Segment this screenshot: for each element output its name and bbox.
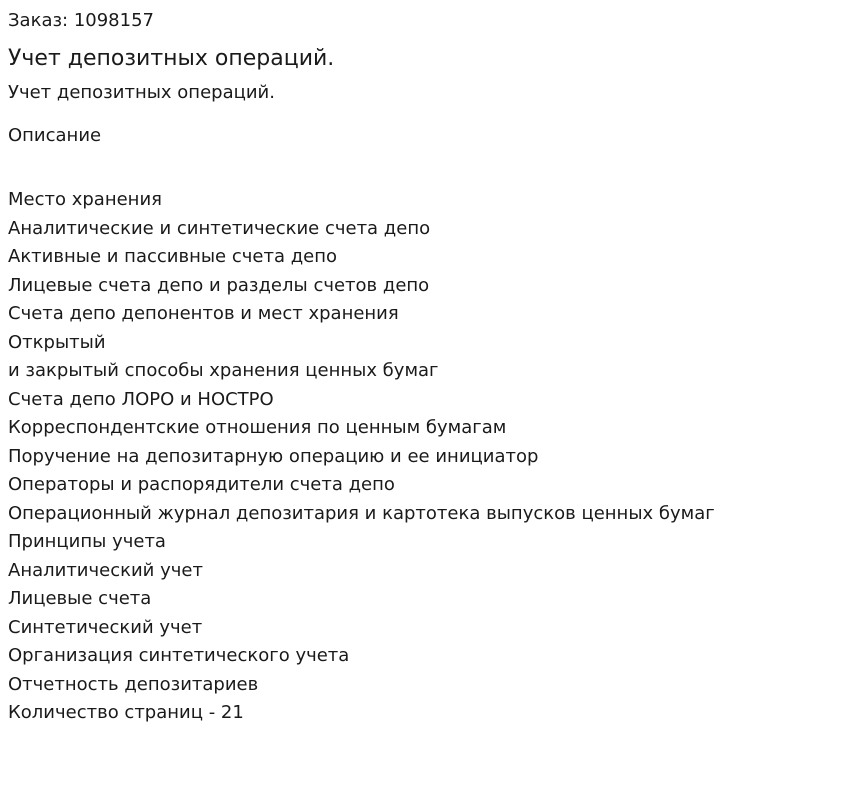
list-item: Открытый — [8, 331, 106, 353]
order-number: Заказ: 1098157 — [8, 10, 154, 31]
page-count: Количество страниц - 21 — [8, 702, 244, 723]
list-item: Отчетность депозитариев — [8, 673, 259, 695]
list-item: Счета депо ЛОРО и НОСТРО — [8, 388, 274, 410]
list-item: Принципы учета — [8, 531, 166, 552]
list-item: Лицевые счета — [8, 588, 152, 609]
list-item: Аналитический учет — [8, 559, 203, 581]
list-item: Корреспондентские отношения по ценным бумагам — [8, 417, 507, 438]
list-item: Поручение на депозитарную операцию и ее инициатор — [8, 445, 539, 467]
list-item: Синтетический учет — [8, 616, 203, 638]
document-title: Учет депозитных операций. — [8, 46, 335, 71]
list-item: Активные и пассивные счета депо — [8, 246, 337, 267]
list-item: Аналитические и синтетические счета депо — [8, 217, 431, 239]
list-item: Операционный журнал депозитария и картотека выпусков ценных бумаг — [8, 502, 715, 524]
list-item: Место хранения — [8, 189, 162, 210]
document-subtitle: Учет депозитных операций. — [8, 82, 275, 103]
list-item: Организация синтетического учета — [8, 645, 350, 666]
description-heading: Описание — [8, 125, 102, 146]
list-item: и закрытый способы хранения ценных бумаг — [8, 360, 439, 381]
list-item: Операторы и распорядители счета депо — [8, 474, 395, 495]
contents-list — [8, 186, 839, 728]
list-item: Счета депо депонентов и мест хранения — [8, 303, 399, 324]
list-item: Лицевые счета депо и разделы счетов депо — [8, 274, 430, 296]
